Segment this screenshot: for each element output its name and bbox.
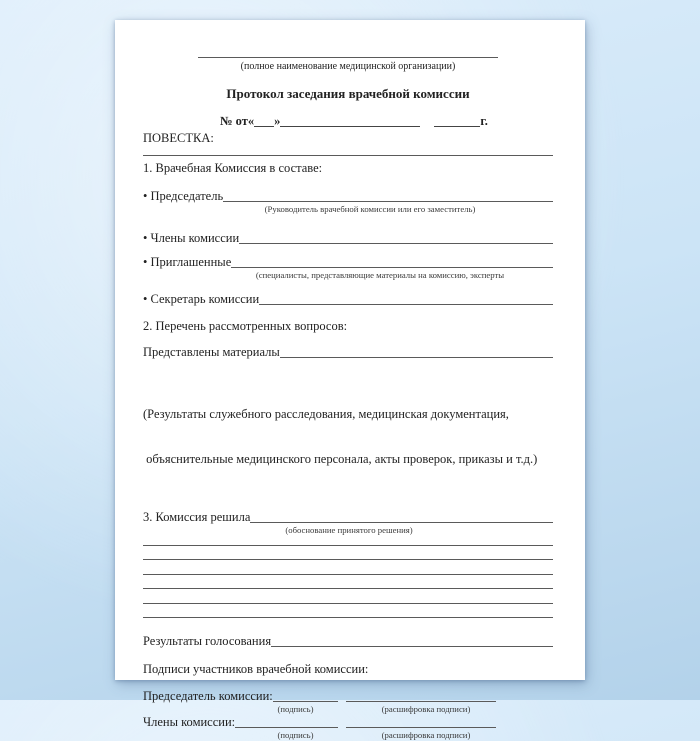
year-blank-line xyxy=(434,126,480,127)
sign-caption: (подпись) xyxy=(277,729,314,740)
voting-row xyxy=(143,634,553,649)
agenda-label: ПОВЕСТКА: xyxy=(143,131,214,145)
section1-heading: 1. Врачебная Комиссия в составе: xyxy=(143,161,323,175)
name-caption: (расшифровка подписи) xyxy=(381,703,471,714)
blank-line xyxy=(143,617,553,618)
members-label: • Члены комиссии xyxy=(143,231,240,245)
signature-chairman-label: Председатель комиссии: xyxy=(143,688,273,703)
signature-members-label: Члены комиссии: xyxy=(143,714,236,729)
signature-chairman-name-line xyxy=(346,701,496,702)
chairman-caption: (Руководитель врачебной комиссии или его заместитель) xyxy=(264,204,476,214)
chairman-blank-line xyxy=(223,201,553,202)
month-blank-line xyxy=(280,126,420,127)
decision-row xyxy=(143,510,553,525)
materials-blank-line xyxy=(280,357,553,358)
decision-caption: (обоснование принятого решения) xyxy=(285,525,413,535)
number-prefix: № от« xyxy=(220,114,255,128)
signature-captions-chairman xyxy=(143,704,553,715)
signature-captions-members xyxy=(143,730,553,741)
protocol-number-line xyxy=(220,114,553,129)
secretary-row xyxy=(143,292,553,307)
voting-blank-line xyxy=(271,646,553,647)
chairman-label: • Председатель xyxy=(143,189,224,203)
invited-caption: (специалисты, представляющие материалы на комиссию, эксперты xyxy=(255,270,505,280)
signature-row-members xyxy=(143,715,553,730)
invited-blank-line xyxy=(231,267,553,268)
blank-line xyxy=(143,588,553,589)
org-name-caption: (полное наименование медицинской организации) xyxy=(240,61,456,72)
day-blank-line xyxy=(254,126,274,127)
blank-line xyxy=(143,574,553,575)
decision-blank-line xyxy=(250,522,553,523)
materials-note xyxy=(143,377,553,497)
secretary-blank-line xyxy=(259,304,553,305)
invited-label: • Приглашенные xyxy=(143,255,232,269)
signature-chairman-sign-line xyxy=(273,701,338,702)
sign-caption: (подпись) xyxy=(277,703,314,714)
agenda-blank-line xyxy=(143,155,553,156)
year-suffix: г. xyxy=(480,114,488,128)
blank-line xyxy=(143,603,553,604)
members-blank-line xyxy=(239,243,553,244)
voting-label: Результаты голосования xyxy=(143,633,272,648)
decision-blank-lines xyxy=(143,545,553,619)
members-row xyxy=(143,231,553,246)
signature-members-name-line xyxy=(346,727,496,728)
materials-note-line1: (Результаты служебного расследования, медицинская документация, xyxy=(143,407,509,421)
section2-heading: 2. Перечень рассмотренных вопросов: xyxy=(143,319,348,333)
blank-line xyxy=(143,545,553,546)
materials-note-line2: объяснительные медицинского персонала, акты проверок, приказы и т.д.) xyxy=(143,452,538,466)
invited-row xyxy=(143,255,553,270)
document-page xyxy=(115,20,585,740)
org-name-blank-line xyxy=(198,51,498,58)
name-caption: (расшифровка подписи) xyxy=(381,729,471,740)
decision-label: 3. Комиссия решила xyxy=(143,510,251,524)
chairman-row xyxy=(143,189,553,204)
signatures-heading: Подписи участников врачебной комиссии: xyxy=(143,661,369,676)
signature-members-sign-line xyxy=(235,727,338,728)
materials-label: Представлены материалы xyxy=(143,345,280,359)
number-quote-close: » xyxy=(274,114,281,128)
secretary-label: • Секретарь комиссии xyxy=(143,292,260,306)
materials-row xyxy=(143,345,553,360)
signature-row-chairman xyxy=(143,689,553,704)
page-title: Протокол заседания врачебной комиссии xyxy=(226,86,470,101)
blank-line xyxy=(143,559,553,560)
